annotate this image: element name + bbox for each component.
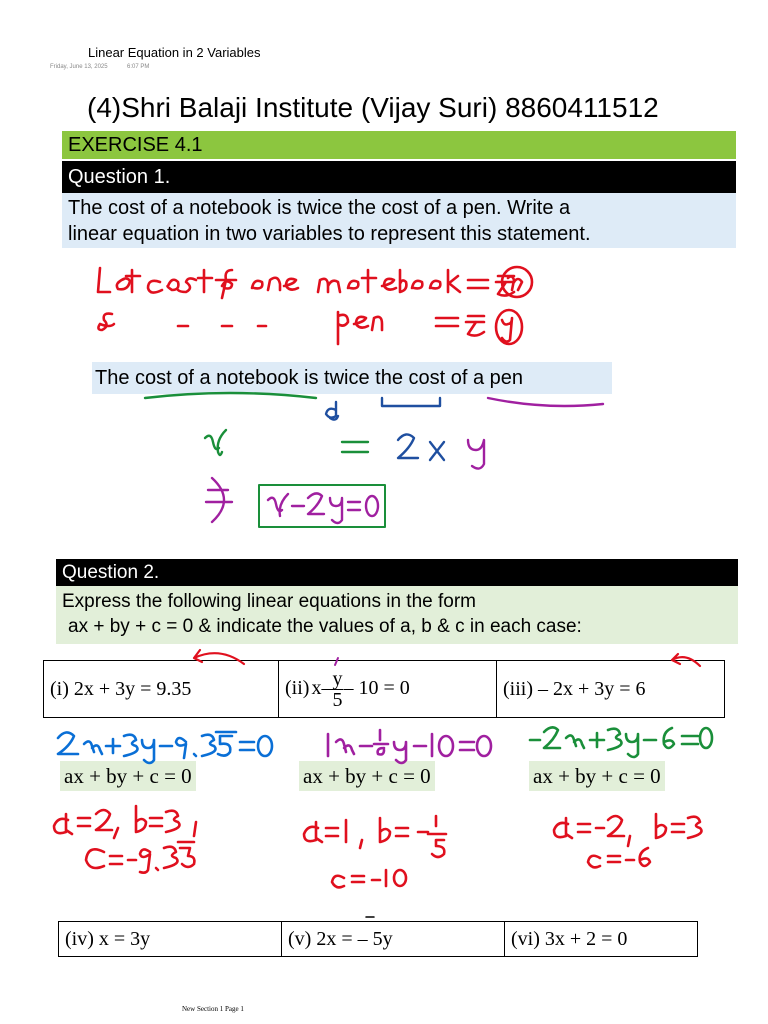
question-1-line-2: linear equation in two variables to represent this statement. (68, 223, 591, 245)
handwriting-values-2 (304, 816, 446, 887)
form-box-2: ax + by + c = 0 (299, 761, 435, 791)
question-2-line-1: Express the following linear equations in the form (62, 591, 477, 612)
fraction-y-over-5: $\frac{y}{5}$ (332, 667, 343, 711)
handwriting-eq2-rearranged (328, 730, 491, 763)
form-box-3: ax + by + c = 0 (529, 761, 665, 791)
institute-heading: (4)Shri Balaji Institute (Vijay Suri) 8860411512 (87, 92, 659, 123)
page-footer: New Section 1 Page 1 (182, 1005, 244, 1013)
handwriting-final-answer (206, 478, 232, 522)
equation-iv: (iv) x = 3y (59, 922, 282, 957)
handwriting-values-1 (54, 806, 196, 873)
note-date: Friday, June 13, 2025 (50, 64, 108, 70)
handwriting-x-minus-2y (268, 493, 378, 523)
equation-iii: (iii) – 2x + 3y = 6 (497, 661, 725, 718)
note-title: Linear Equation in 2 Variables (88, 45, 261, 60)
caret-mark (335, 658, 338, 665)
equation-i: (i) 2x + 3y = 9.35 (44, 661, 279, 718)
equation-vi: (vi) 3x + 2 = 0 (505, 922, 698, 957)
handwriting-values-3 (554, 814, 702, 867)
exercise-bar: EXERCISE 4.1 (62, 131, 736, 159)
question-2-label: Question 2. (56, 559, 738, 586)
question-1-quote: The cost of a notebook is twice the cost of a pen (92, 362, 612, 394)
underline-pen (488, 398, 603, 406)
underline-notebook (145, 393, 316, 398)
note-time: 6:07 PM (127, 64, 150, 70)
handwriting-eq3-rearranged (530, 727, 712, 757)
question-1-label: Question 1. (62, 161, 736, 193)
handwriting-let-cost-line (98, 267, 532, 298)
handwriting-x-equals-2y (205, 402, 484, 469)
question-1-line-1: The cost of a notebook is twice the cost of a pen. Write a (68, 197, 571, 219)
handwriting-pen-line (98, 310, 522, 344)
question-2-line-2: ax + by + c = 0 & indicate the values of a, b & c in each case: (68, 616, 582, 637)
equation-ii: (ii) x– $\frac{y}{5}$ – 10 = 0 (279, 661, 497, 718)
equation-v: (v) 2x = – 5y (282, 922, 505, 957)
form-box-1: ax + by + c = 0 (60, 761, 196, 791)
arrow-mark-1 (194, 650, 244, 664)
arrow-mark-3 (672, 654, 700, 666)
handwriting-eq1-rearranged (58, 732, 272, 763)
underline-twice (382, 398, 440, 406)
